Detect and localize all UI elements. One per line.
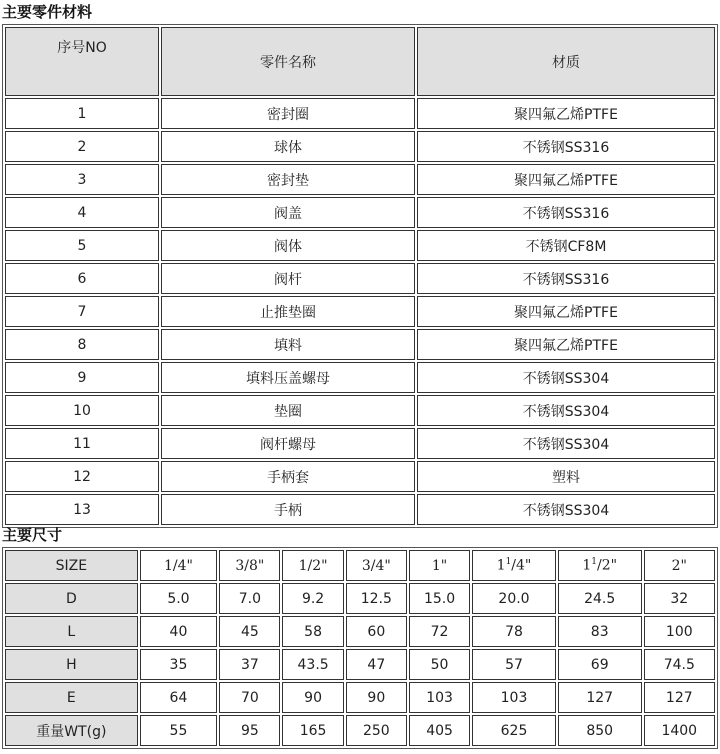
- size-whole: 1: [496, 557, 506, 574]
- part-no-cell: 10: [5, 395, 159, 426]
- table-row: [5, 296, 715, 327]
- dim-value-cell: 15.0: [409, 583, 470, 614]
- part-material-cell: 不锈钢SS304: [417, 494, 715, 525]
- part-no-cell: 13: [5, 494, 159, 525]
- table-row: [5, 329, 715, 360]
- part-no-cell: 1: [5, 98, 159, 129]
- part-name-cell: 阀盖: [161, 197, 415, 228]
- part-name-cell: 密封垫: [161, 164, 415, 195]
- size-whole: 1: [582, 557, 592, 574]
- part-no-cell: 8: [5, 329, 159, 360]
- part-material-cell: 聚四氟乙烯PTFE: [417, 164, 715, 195]
- table-row: [5, 583, 715, 614]
- table-row: [5, 362, 715, 393]
- table-row: [5, 616, 715, 647]
- part-material-cell: 不锈钢SS304: [417, 428, 715, 459]
- table-row: [5, 263, 715, 294]
- dim-value-cell: 127: [558, 682, 642, 713]
- size-cell: [140, 550, 218, 581]
- part-no-cell: 6: [5, 263, 159, 294]
- dim-value-cell: 850: [558, 715, 642, 746]
- part-material-cell: 不锈钢SS304: [417, 362, 715, 393]
- part-name-cell: 填料: [161, 329, 415, 360]
- dim-value-cell: 60: [346, 616, 407, 647]
- header-material: 材质: [417, 27, 715, 96]
- dim-value-cell: 69: [558, 649, 642, 680]
- size-value: 3/8": [235, 557, 265, 574]
- dim-value-cell: 57: [472, 649, 556, 680]
- dim-value-cell: 250: [346, 715, 407, 746]
- part-name-cell: 填料压盖螺母: [161, 362, 415, 393]
- dim-value-cell: 37: [219, 649, 280, 680]
- table-row: [5, 395, 715, 426]
- dim-value-cell: 95: [219, 715, 280, 746]
- size-cell: [282, 550, 343, 581]
- header-part-name: 零件名称: [161, 27, 415, 96]
- dim-value-cell: 5.0: [140, 583, 218, 614]
- fraction-slash: /: [596, 557, 602, 574]
- part-material-cell: 不锈钢CF8M: [417, 230, 715, 261]
- size-value: 1/4": [163, 557, 193, 574]
- part-no-cell: 5: [5, 230, 159, 261]
- size-cell: [472, 550, 556, 581]
- size-label-cell: SIZE: [5, 550, 138, 581]
- part-no-cell: 7: [5, 296, 159, 327]
- dim-value-cell: 72: [409, 616, 470, 647]
- dim-value-cell: 43.5: [282, 649, 343, 680]
- part-name-cell: 阀体: [161, 230, 415, 261]
- dim-value-cell: 47: [346, 649, 407, 680]
- table-row: [5, 494, 715, 525]
- dim-value-cell: 55: [140, 715, 218, 746]
- dim-value-cell: 70: [219, 682, 280, 713]
- part-name-cell: 密封圈: [161, 98, 415, 129]
- dim-value-cell: 58: [282, 616, 343, 647]
- parts-section-title: 主要零件材料: [2, 3, 93, 21]
- part-no-cell: 3: [5, 164, 159, 195]
- part-name-cell: 止推垫圈: [161, 296, 415, 327]
- size-denominator: 2": [601, 557, 618, 574]
- dim-value-cell: 40: [140, 616, 218, 647]
- dim-label-cell: D: [5, 583, 138, 614]
- size-cell: [346, 550, 407, 581]
- dim-value-cell: 625: [472, 715, 556, 746]
- dim-value-cell: 35: [140, 649, 218, 680]
- dim-value-cell: 83: [558, 616, 642, 647]
- dim-value-cell: 12.5: [346, 583, 407, 614]
- part-material-cell: 聚四氟乙烯PTFE: [417, 296, 715, 327]
- fraction-slash: /: [511, 557, 517, 574]
- dim-value-cell: 165: [282, 715, 343, 746]
- dim-value-cell: 24.5: [558, 583, 642, 614]
- part-name-cell: 手柄套: [161, 461, 415, 492]
- dim-label-cell: 重量WT(g): [5, 715, 138, 746]
- table-row: [5, 649, 715, 680]
- dim-value-cell: 405: [409, 715, 470, 746]
- dim-label-cell: L: [5, 616, 138, 647]
- table-row: [5, 230, 715, 261]
- part-material-cell: 不锈钢SS304: [417, 395, 715, 426]
- part-material-cell: 聚四氟乙烯PTFE: [417, 329, 715, 360]
- part-name-cell: 垫圈: [161, 395, 415, 426]
- table-row: [5, 715, 715, 746]
- dim-value-cell: 127: [644, 682, 715, 713]
- size-cell: [644, 550, 715, 581]
- part-name-cell: 阀杆: [161, 263, 415, 294]
- part-name-cell: 阀杆螺母: [161, 428, 415, 459]
- dim-value-cell: 1400: [644, 715, 715, 746]
- part-material-cell: 不锈钢SS316: [417, 197, 715, 228]
- dim-value-cell: 74.5: [644, 649, 715, 680]
- part-no-cell: 2: [5, 131, 159, 162]
- dimensions-table: [2, 547, 718, 749]
- part-no-cell: 11: [5, 428, 159, 459]
- dim-value-cell: 90: [282, 682, 343, 713]
- dim-value-cell: 90: [346, 682, 407, 713]
- part-name-cell: 球体: [161, 131, 415, 162]
- size-numerator: 1: [505, 557, 512, 568]
- dim-value-cell: 78: [472, 616, 556, 647]
- part-no-cell: 4: [5, 197, 159, 228]
- dim-value-cell: 7.0: [219, 583, 280, 614]
- table-row: [5, 461, 715, 492]
- table-row: [5, 164, 715, 195]
- dim-value-cell: 45: [219, 616, 280, 647]
- parts-header-row: [5, 27, 715, 96]
- table-row: [5, 428, 715, 459]
- dim-value-cell: 9.2: [282, 583, 343, 614]
- table-row: [5, 98, 715, 129]
- dim-value-cell: 50: [409, 649, 470, 680]
- size-cell: [558, 550, 642, 581]
- part-material-cell: 聚四氟乙烯PTFE: [417, 98, 715, 129]
- size-value: 3/4": [361, 557, 391, 574]
- size-numerator: 1: [591, 557, 597, 568]
- part-no-cell: 12: [5, 461, 159, 492]
- dim-label-cell: E: [5, 682, 138, 713]
- part-material-cell: 塑料: [417, 461, 715, 492]
- dim-value-cell: 20.0: [472, 583, 556, 614]
- dim-value-cell: 64: [140, 682, 218, 713]
- parts-materials-table: [2, 24, 718, 528]
- part-no-cell: 9: [5, 362, 159, 393]
- size-cell: [219, 550, 280, 581]
- size-value: 2": [671, 557, 687, 574]
- dim-label-cell: H: [5, 649, 138, 680]
- part-material-cell: 不锈钢SS316: [417, 131, 715, 162]
- size-row: [5, 550, 715, 581]
- header-no: 序号NO: [5, 27, 159, 96]
- table-row: [5, 682, 715, 713]
- size-value: 1": [431, 557, 448, 574]
- part-name-cell: 手柄: [161, 494, 415, 525]
- part-material-cell: 不锈钢SS316: [417, 263, 715, 294]
- size-denominator: 4": [516, 557, 532, 574]
- dim-value-cell: 32: [644, 583, 715, 614]
- dim-value-cell: 103: [409, 682, 470, 713]
- dim-value-cell: 100: [644, 616, 715, 647]
- dim-value-cell: 103: [472, 682, 556, 713]
- table-row: [5, 131, 715, 162]
- size-value: 1/2": [298, 557, 328, 574]
- table-row: [5, 197, 715, 228]
- size-cell: [409, 550, 470, 581]
- dims-section-title: 主要尺寸: [2, 526, 63, 544]
